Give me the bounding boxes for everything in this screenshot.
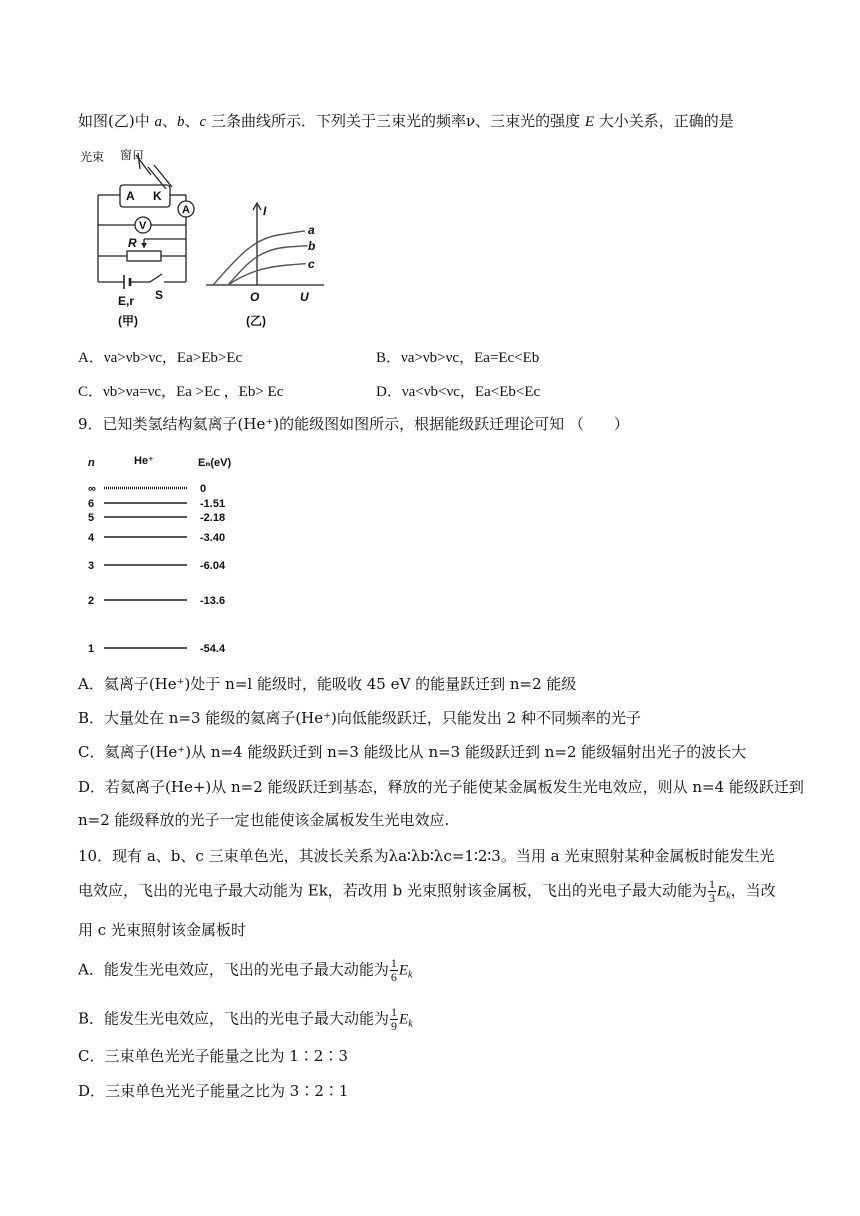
energy-level-diagram [82, 450, 252, 665]
label-rheostat: R [128, 236, 137, 250]
fraction-one-ninth: $\frac{1}{9}$ [391, 1005, 398, 1033]
label-battery: E,r [118, 294, 135, 308]
q8-stem-text: 如图(乙)中 [78, 112, 155, 130]
caption-jia: (甲) [118, 314, 138, 328]
level-energy: -1.51 [200, 498, 226, 510]
fraction-one-sixth: $\frac{1}{6}$ [390, 956, 397, 984]
level-number: 2 [88, 595, 95, 607]
curve-label-c: c [308, 257, 315, 271]
level-number: 6 [88, 498, 95, 510]
q9-option-c[interactable]: C．氦离子(He⁺)从 n=4 能级跃迁到 n=3 能级比从 n=3 能级跃迁到 n=2 能级辐射出光子的波长大 [78, 743, 747, 761]
fraction-one-third: $\frac{1}{3}$ [708, 877, 715, 905]
level-energy: -6.04 [200, 560, 226, 572]
level-number: 5 [88, 512, 95, 524]
level-number: 3 [88, 560, 95, 572]
q10-option-c[interactable]: C．三束单色光光子能量之比为 1∶2∶3 [78, 1047, 348, 1065]
label-ammeter: A [182, 204, 190, 216]
level-number: 4 [88, 532, 95, 544]
q10-stem-line2: 电效应，飞出的光电子最大动能为 Ek，若改用 b 光束照射该金属板，飞出的光电子最大动能为 $\frac{1}{3}$ $E_k$，当改 [78, 877, 776, 905]
label-origin: O [250, 290, 260, 304]
caption-yi: (乙) [246, 314, 266, 328]
label-current-axis: I [263, 204, 267, 218]
level-energy: -54.4 [200, 643, 226, 655]
q9-option-a[interactable]: A．氦离子(He⁺)处于 n=l 能级时，能吸收 45 eV 的能量跃迁到 n=2 能级 [78, 675, 577, 693]
q8-stem-c: c [199, 114, 207, 130]
q8-stem-text: 三条曲线所示．下列关于三束光的频率ν、三束光的强度 [206, 112, 585, 130]
q9-option-b[interactable]: B．大量处在 n=3 能级的氦离子(He⁺)向低能级跃迁，只能发出 2 种不同频率的光子 [78, 709, 641, 727]
level-number: ∞ [88, 483, 96, 495]
q8-stem-text: 大小关系，正确的是 [594, 112, 734, 130]
label-anode: A [126, 189, 135, 203]
curve-label-b: b [308, 239, 316, 253]
energy-axis-label: Eₙ(eV) [198, 457, 232, 469]
q10-stem-text: 电效应，飞出的光电子最大动能为 Ek，若改用 b 光束照射该金属板，飞出的光电子最大动能为 [78, 881, 707, 900]
level-energy: -13.6 [200, 595, 226, 607]
q10-option-b[interactable]: B．能发生光电效应，飞出的光电子最大动能为 $\frac{1}{9}$ $E_k$ [78, 1005, 413, 1033]
q8-stem-sep: 、 [161, 112, 177, 130]
ek-symbol: E [716, 883, 727, 900]
q8-option-d[interactable]: D．νa<νb<νc，Ea<Eb<Ec [376, 384, 541, 400]
q8-stem-line [78, 111, 734, 132]
label-light-beam: 光束 [80, 150, 105, 164]
ion-label: He⁺ [134, 455, 154, 467]
q9-option-d-line1[interactable]: D．若氦离子(He+)从 n=2 能级跃迁到基态，释放的光子能使某金属板发生光电效应，则从 n=4 能级跃迁到 [78, 778, 804, 796]
q8-option-b[interactable]: B．νa>νb>νc，Ea=Ec<Eb [376, 350, 540, 366]
q10-stem-text: ，当改 [730, 881, 776, 900]
q8-stem-sep: 、 [184, 112, 200, 130]
q8-option-c[interactable]: C．νb>νa=νc，Ea >Ec ，Eb> Ec [78, 384, 284, 400]
label-voltage-axis: U [300, 290, 309, 304]
q9-stem: 9．已知类氢结构氦离子(He⁺)的能级图如图所示，根据能级跃迁理论可知 （ ） [78, 415, 629, 433]
q9-option-d-line2: n=2 能级释放的光子一定也能使该金属板发生光电效应. [78, 811, 450, 829]
q10-option-a[interactable]: A．能发生光电效应，飞出的光电子最大动能为 $\frac{1}{6}$ $E_k$ [78, 956, 413, 984]
label-voltmeter: V [139, 220, 147, 232]
label-window: 窗口 [120, 148, 145, 162]
level-energy: -2.18 [200, 512, 226, 524]
level-energy: 0 [200, 483, 207, 495]
q10-option-d[interactable]: D．三束单色光光子能量之比为 3∶2∶1 [78, 1082, 349, 1100]
level-number: 1 [88, 643, 95, 655]
q8-stem-E: E [584, 114, 595, 130]
q8-stem-b: b [177, 114, 185, 130]
q10-stem-line1: 10．现有 a、b、c 三束单色光，其波长关系为λa∶λb∶λc=1∶2∶3。当用 a 光束照射某种金属板时能发生光 [78, 847, 775, 865]
q8-option-a[interactable]: A．νa>νb>νc，Ea>Eb>Ec [78, 350, 243, 366]
q10-stem-line3: 用 c 光束照射该金属板时 [78, 921, 246, 939]
curve-label-a: a [308, 223, 315, 237]
n-axis-label: n [88, 457, 95, 469]
q8-stem-a: a [154, 114, 162, 130]
label-switch: S [155, 288, 164, 302]
label-cathode: K [153, 189, 162, 203]
photoelectric-figure [78, 147, 328, 337]
level-energy: -3.40 [200, 532, 226, 544]
